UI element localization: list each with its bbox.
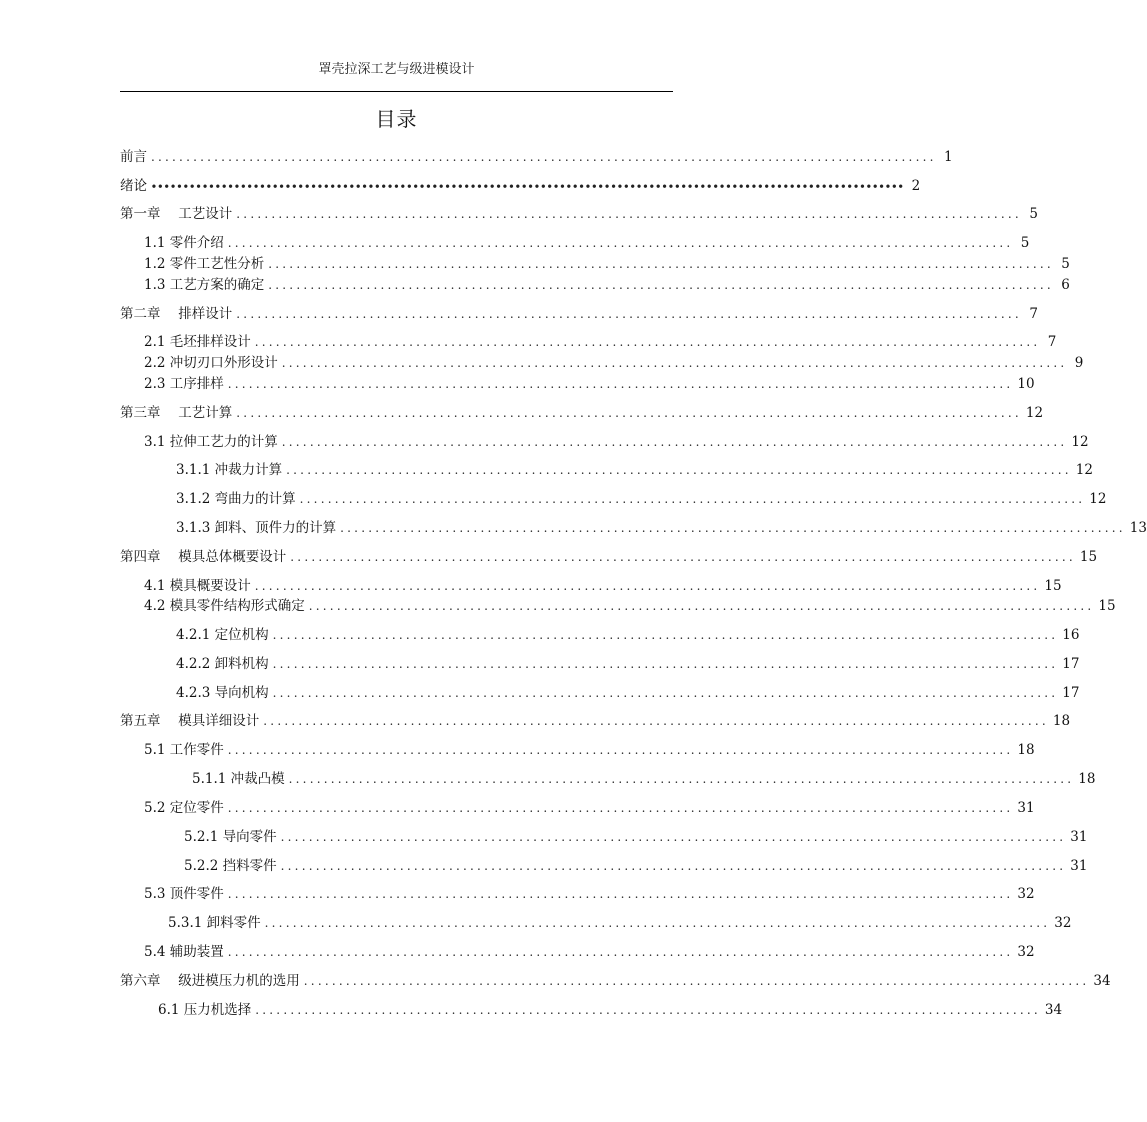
dot-leader: ................................................................................................................	[151, 150, 937, 164]
toc-entry-subsection[interactable]	[176, 490, 1107, 508]
toc-entry-label: 6.1 压力机选择	[158, 1002, 252, 1018]
toc-entry-label: 1.3 工艺方案的确定	[144, 277, 265, 293]
toc-entry-page: 2	[911, 178, 921, 194]
toc-entry-chapter[interactable]	[120, 205, 1038, 223]
toc-entry-label: 5.2.1 导向零件	[184, 829, 277, 845]
toc-entry-page: 9	[1074, 355, 1084, 371]
toc-entry-chapter[interactable]	[120, 305, 1038, 323]
toc-entry-label: 2.1 毛坯排样设计	[144, 334, 251, 350]
dot-leader: ................................................................................................................	[227, 743, 1014, 757]
toc-entry-chapter[interactable]	[120, 712, 1071, 730]
toc-entry-subsection[interactable]	[176, 684, 1080, 702]
toc-entry-label: 2.3 工序排样	[144, 376, 224, 392]
toc-entry-page: 18	[1078, 771, 1096, 787]
dot-leader: ................................................................................................................	[236, 406, 1022, 420]
toc-entry-label: 5.1.1 冲裁凸模	[192, 771, 285, 787]
toc-entry-preface[interactable]	[120, 148, 953, 166]
toc-entry-section[interactable]	[144, 943, 1035, 961]
toc-entry-page: 7	[1029, 306, 1038, 322]
toc-entry-page: 5	[1020, 235, 1030, 251]
dot-leader: ................................................................................................................	[340, 521, 1126, 535]
toc-entry-label: 3.1.3 卸料、顶件力的计算	[176, 520, 337, 536]
toc-entry-page: 5	[1061, 256, 1070, 272]
toc-entry-label: 4.2.1 定位机构	[176, 627, 269, 643]
dot-leader: ................................................................................................................	[254, 579, 1041, 593]
dot-leader: ................................................................................................................	[227, 887, 1014, 901]
toc-entry-page: 31	[1070, 829, 1088, 845]
toc-entry-subsection[interactable]	[176, 626, 1080, 644]
toc-entry-introduction[interactable]	[120, 177, 921, 195]
toc-entry-page: 34	[1093, 973, 1111, 989]
toc-entry-label: 5.3 顶件零件	[144, 886, 224, 902]
toc-entry-page: 17	[1062, 685, 1080, 701]
toc-entry-label: 第三章 工艺计算	[120, 405, 233, 421]
dot-leader: ................................................................................................................	[303, 974, 1090, 988]
toc-entry-label: 5.1 工作零件	[144, 742, 224, 758]
toc-entry-page: 12	[1071, 434, 1089, 450]
running-header: 罩壳拉深工艺与级进模设计	[318, 62, 475, 77]
toc-entry-section[interactable]	[144, 333, 1057, 351]
toc-entry-label: 第四章 模具总体概要设计	[120, 549, 287, 565]
dot-leader: ................................................................................................................	[255, 1003, 1041, 1017]
toc-entry-page: 13	[1129, 520, 1147, 536]
toc-entry-section[interactable]	[144, 255, 1070, 273]
toc-entry-page: 7	[1047, 334, 1057, 350]
dot-leader: ................................................................................................................	[272, 657, 1059, 671]
toc-entry-label: 第一章 工艺设计	[120, 206, 233, 222]
toc-entry-page: 6	[1061, 277, 1070, 293]
toc-entry-subsection[interactable]	[192, 770, 1096, 788]
toc-entry-label: 第六章 级进模压力机的选用	[120, 973, 300, 989]
toc-entry-page: 1	[944, 149, 953, 165]
toc-entry-subsection[interactable]	[184, 828, 1088, 846]
toc-entry-section[interactable]	[144, 375, 1035, 393]
dot-leader: ................................................................................................................	[227, 236, 1014, 250]
toc-entry-section[interactable]	[144, 741, 1035, 759]
toc-entry-subsection[interactable]	[184, 857, 1088, 875]
dot-leader: ................................................................................................................	[308, 599, 1095, 613]
dot-leader: ................................................................................................................	[288, 772, 1075, 786]
toc-entry-section[interactable]	[144, 885, 1035, 903]
toc-entry-label: 5.3.1 卸料零件	[168, 915, 261, 931]
dot-leader: ................................................................................................................	[280, 830, 1067, 844]
dot-leader: ................................................................................................................	[286, 463, 1072, 477]
toc-entry-chapter[interactable]	[120, 548, 1098, 566]
toc-entry-page: 15	[1098, 598, 1116, 614]
toc-entry-label: 3.1 拉伸工艺力的计算	[144, 434, 278, 450]
toc-entry-section[interactable]	[144, 276, 1070, 294]
toc-entry-label: 绪论	[120, 178, 147, 194]
toc-entry-label: 1.2 零件工艺性分析	[144, 256, 265, 272]
toc-entry-page: 12	[1089, 491, 1107, 507]
toc-entry-page: 15	[1079, 549, 1098, 565]
toc-entry-page: 15	[1044, 578, 1062, 594]
dot-leader: ................................................................................................................	[236, 207, 1022, 221]
toc-entry-page: 16	[1062, 627, 1080, 643]
toc-entry-section[interactable]	[144, 597, 1116, 615]
toc-entry-page: 32	[1054, 915, 1072, 931]
header-divider	[120, 91, 673, 92]
toc-entry-subsection[interactable]	[176, 655, 1080, 673]
toc-entry-label: 4.1 模具概要设计	[144, 578, 251, 594]
toc-title: 目录	[375, 107, 418, 131]
dot-leader: ................................................................................................................	[227, 945, 1014, 959]
dot-leader: ................................................................................................................	[281, 435, 1068, 449]
toc-entry-label: 3.1.1 冲裁力计算	[176, 462, 283, 478]
toc-entry-page: 12	[1075, 462, 1093, 478]
toc-entry-page: 17	[1062, 656, 1080, 672]
toc-entry-label: 4.2.3 导向机构	[176, 685, 269, 701]
dot-leader: ................................................................................................................	[254, 335, 1041, 349]
toc-entry-page: 5	[1029, 206, 1038, 222]
dot-leader: ................................................................................................................	[236, 307, 1022, 321]
dot-leader: ................................................................................................................	[227, 801, 1014, 815]
toc-entry-chapter[interactable]	[120, 404, 1044, 422]
dot-leader: ................................................................................................................	[281, 356, 1068, 370]
dot-leader: ................................................................................................................	[290, 550, 1076, 564]
toc-entry-label: 5.2 定位零件	[144, 800, 224, 816]
dot-leader: ................................................................................................................	[227, 377, 1014, 391]
toc-entry-label: 4.2.2 卸料机构	[176, 656, 269, 672]
dot-leader: ................................................................................................................	[280, 859, 1067, 873]
toc-entry-label: 3.1.2 弯曲力的计算	[176, 491, 296, 507]
toc-entry-subsection[interactable]	[176, 519, 1147, 537]
toc-entry-page: 18	[1017, 742, 1035, 758]
toc-entry-label: 前言	[120, 149, 147, 165]
toc-entry-label: 1.1 零件介绍	[144, 235, 224, 251]
toc-entry-label: 5.2.2 挡料零件	[184, 858, 277, 874]
dot-leader: ................................................................................................................	[268, 278, 1054, 292]
toc-entry-section[interactable]	[158, 1001, 1063, 1019]
dot-leader: ................................................................................................................	[272, 628, 1059, 642]
toc-entry-page: 32	[1017, 944, 1035, 960]
dot-leader: ................................................................................................................	[272, 686, 1059, 700]
dot-leader: ................................................................................................................	[299, 492, 1086, 506]
toc-entry-subsection[interactable]	[168, 914, 1072, 932]
toc-entry-label: 第五章 模具详细设计	[120, 713, 260, 729]
toc-entry-label: 4.2 模具零件结构形式确定	[144, 598, 305, 614]
toc-entry-page: 18	[1052, 713, 1071, 729]
dot-leader: ................................................................................................................	[268, 257, 1054, 271]
toc-entry-section[interactable]	[144, 234, 1030, 252]
toc-entry-label: 2.2 冲切刃口外形设计	[144, 355, 278, 371]
dot-leader: ................................................................................................................	[264, 916, 1051, 930]
toc-entry-label: 5.4 辅助装置	[144, 944, 224, 960]
toc-entry-page: 34	[1044, 1002, 1063, 1018]
toc-entry-section[interactable]	[144, 799, 1035, 817]
toc-entry-chapter[interactable]	[120, 972, 1111, 990]
toc-entry-label: 第二章 排样设计	[120, 306, 233, 322]
toc-entry-page: 32	[1017, 886, 1035, 902]
dot-leader: ∙∙∙∙∙∙∙∙∙∙∙∙∙∙∙∙∙∙∙∙∙∙∙∙∙∙∙∙∙∙∙∙∙∙∙∙∙∙∙∙∙∙∙∙∙∙∙∙∙∙∙∙∙∙∙∙∙∙∙∙∙∙∙∙∙∙∙∙∙∙∙∙∙∙∙∙∙∙∙∙∙∙∙∙∙∙∙∙∙∙∙∙∙∙∙∙∙∙∙∙∙∙∙∙∙∙∙∙∙∙∙∙∙∙∙∙∙∙	[151, 179, 905, 193]
dot-leader: ................................................................................................................	[263, 714, 1049, 728]
toc-entry-subsection[interactable]	[176, 461, 1093, 479]
toc-entry-page: 31	[1017, 800, 1035, 816]
toc-entry-page: 31	[1070, 858, 1088, 874]
toc-entry-section[interactable]	[144, 577, 1062, 595]
toc-entry-section[interactable]	[144, 433, 1089, 451]
toc-entry-section[interactable]	[144, 354, 1084, 372]
toc-entry-page: 10	[1017, 376, 1035, 392]
toc-entry-page: 12	[1025, 405, 1044, 421]
